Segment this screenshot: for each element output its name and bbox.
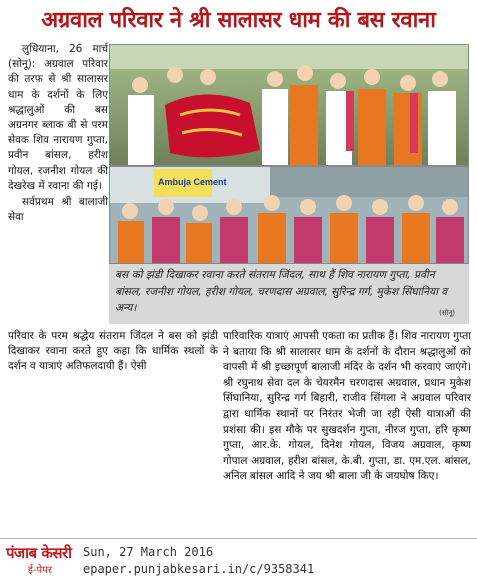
sign-text: Ambuja Cement — [158, 177, 227, 187]
photo-caption — [109, 264, 469, 324]
photo-devotees-group — [109, 166, 469, 264]
caption-text: बस को झंडी दिखाकर रवाना करते संतराम जिंदल, साथ हैं शिव नारायण गुप्ता, प्रवीन बांसल, रजनीश गोयल, हरीश गोयल, चरणदास अग्रवाल, सुरिन्द्र गर्ग, मुकेश सिंघानिया व अन्य। — [115, 269, 448, 314]
left-column — [8, 42, 108, 226]
photo-credit: (सोनू) — [439, 308, 455, 317]
right-column-paragraph: पारिवारिक यात्राएं आपसी एकता का प्रतीक हैं। शिव नारायण गुप्ता ने बताया कि श्री सालासर धाम के दर्शनों के दौरान श्रद्धालुओं को वापसी में श्री इच्छापूर्ण बालाजी मंदिर के दर्शन भी करवाएं जाएंगे। श्री रघुनाथ सेवा दल के चेयरमैन चरणदास अग्रवाल, प्रधान मुकेश सिंघानिया, सुरिन्द्र गर्ग बिहारी, राजीव सिंगला ने अग्रवाल परिवार द्वारा धार्मिक स्थानों पर निरंतर भेजी जा रही ऐसी यात्राओं की प्रशंसा की। इस मौके पर सुखदर्शन गुप्ता, नीरज गुप्ता, हरि कृष्ण गुप्ता, आर.के. गोयल, दिनेश गोयल, विजय अग्रवाल, कृष्ण गोपाल अग्रवाल, हरीश बांसल, के.बी. गुप्ता, डा. एम.एल. बांसल, अनिल बांसल आदि ने जय श्री बाला जी के जयघोष किए। — [223, 330, 471, 483]
punjab-kesari-logo: पंजाब केसरी — [6, 544, 72, 562]
left-paragraph-1: लुधियाना, 26 मार्च (सोनू): अग्रवाल परिवार की तरफ से श्री सालासर धाम के दर्शनों के लिए श्रद्धालुओं की बस अग्रनगर ब्लाक बी से परम सेवक शिव नारायण गुप्ता, प्रवीन बांसल, हरीश गोयल, रजनीश गोयल की देखरेख में रवाना की गई। — [8, 43, 108, 192]
epaper-url[interactable]: epaper.punjabkesari.in/c/9358341 — [83, 562, 315, 576]
bottom-left-paragraph: परिवार के परम श्रद्धेय संतराम जिंदल ने बस को झंडी दिखाकर रवाना करते हुए कहा कि धार्मिक स्थलों के दर्शन व यात्राएं अतिफलदायी हैं। ऐसी — [8, 330, 218, 373]
publish-date: Sun, 27 March 2016 — [83, 545, 214, 559]
left-paragraph-2: सर्वप्रथम श्री बालाजी सेवा — [8, 196, 108, 224]
epaper-footer — [0, 538, 477, 581]
photo-flag-off — [109, 44, 469, 166]
headline: अग्रवाल परिवार ने श्री सालासर धाम की बस रवाना — [41, 8, 436, 33]
epaper-label: ई-पेपर — [28, 565, 52, 576]
